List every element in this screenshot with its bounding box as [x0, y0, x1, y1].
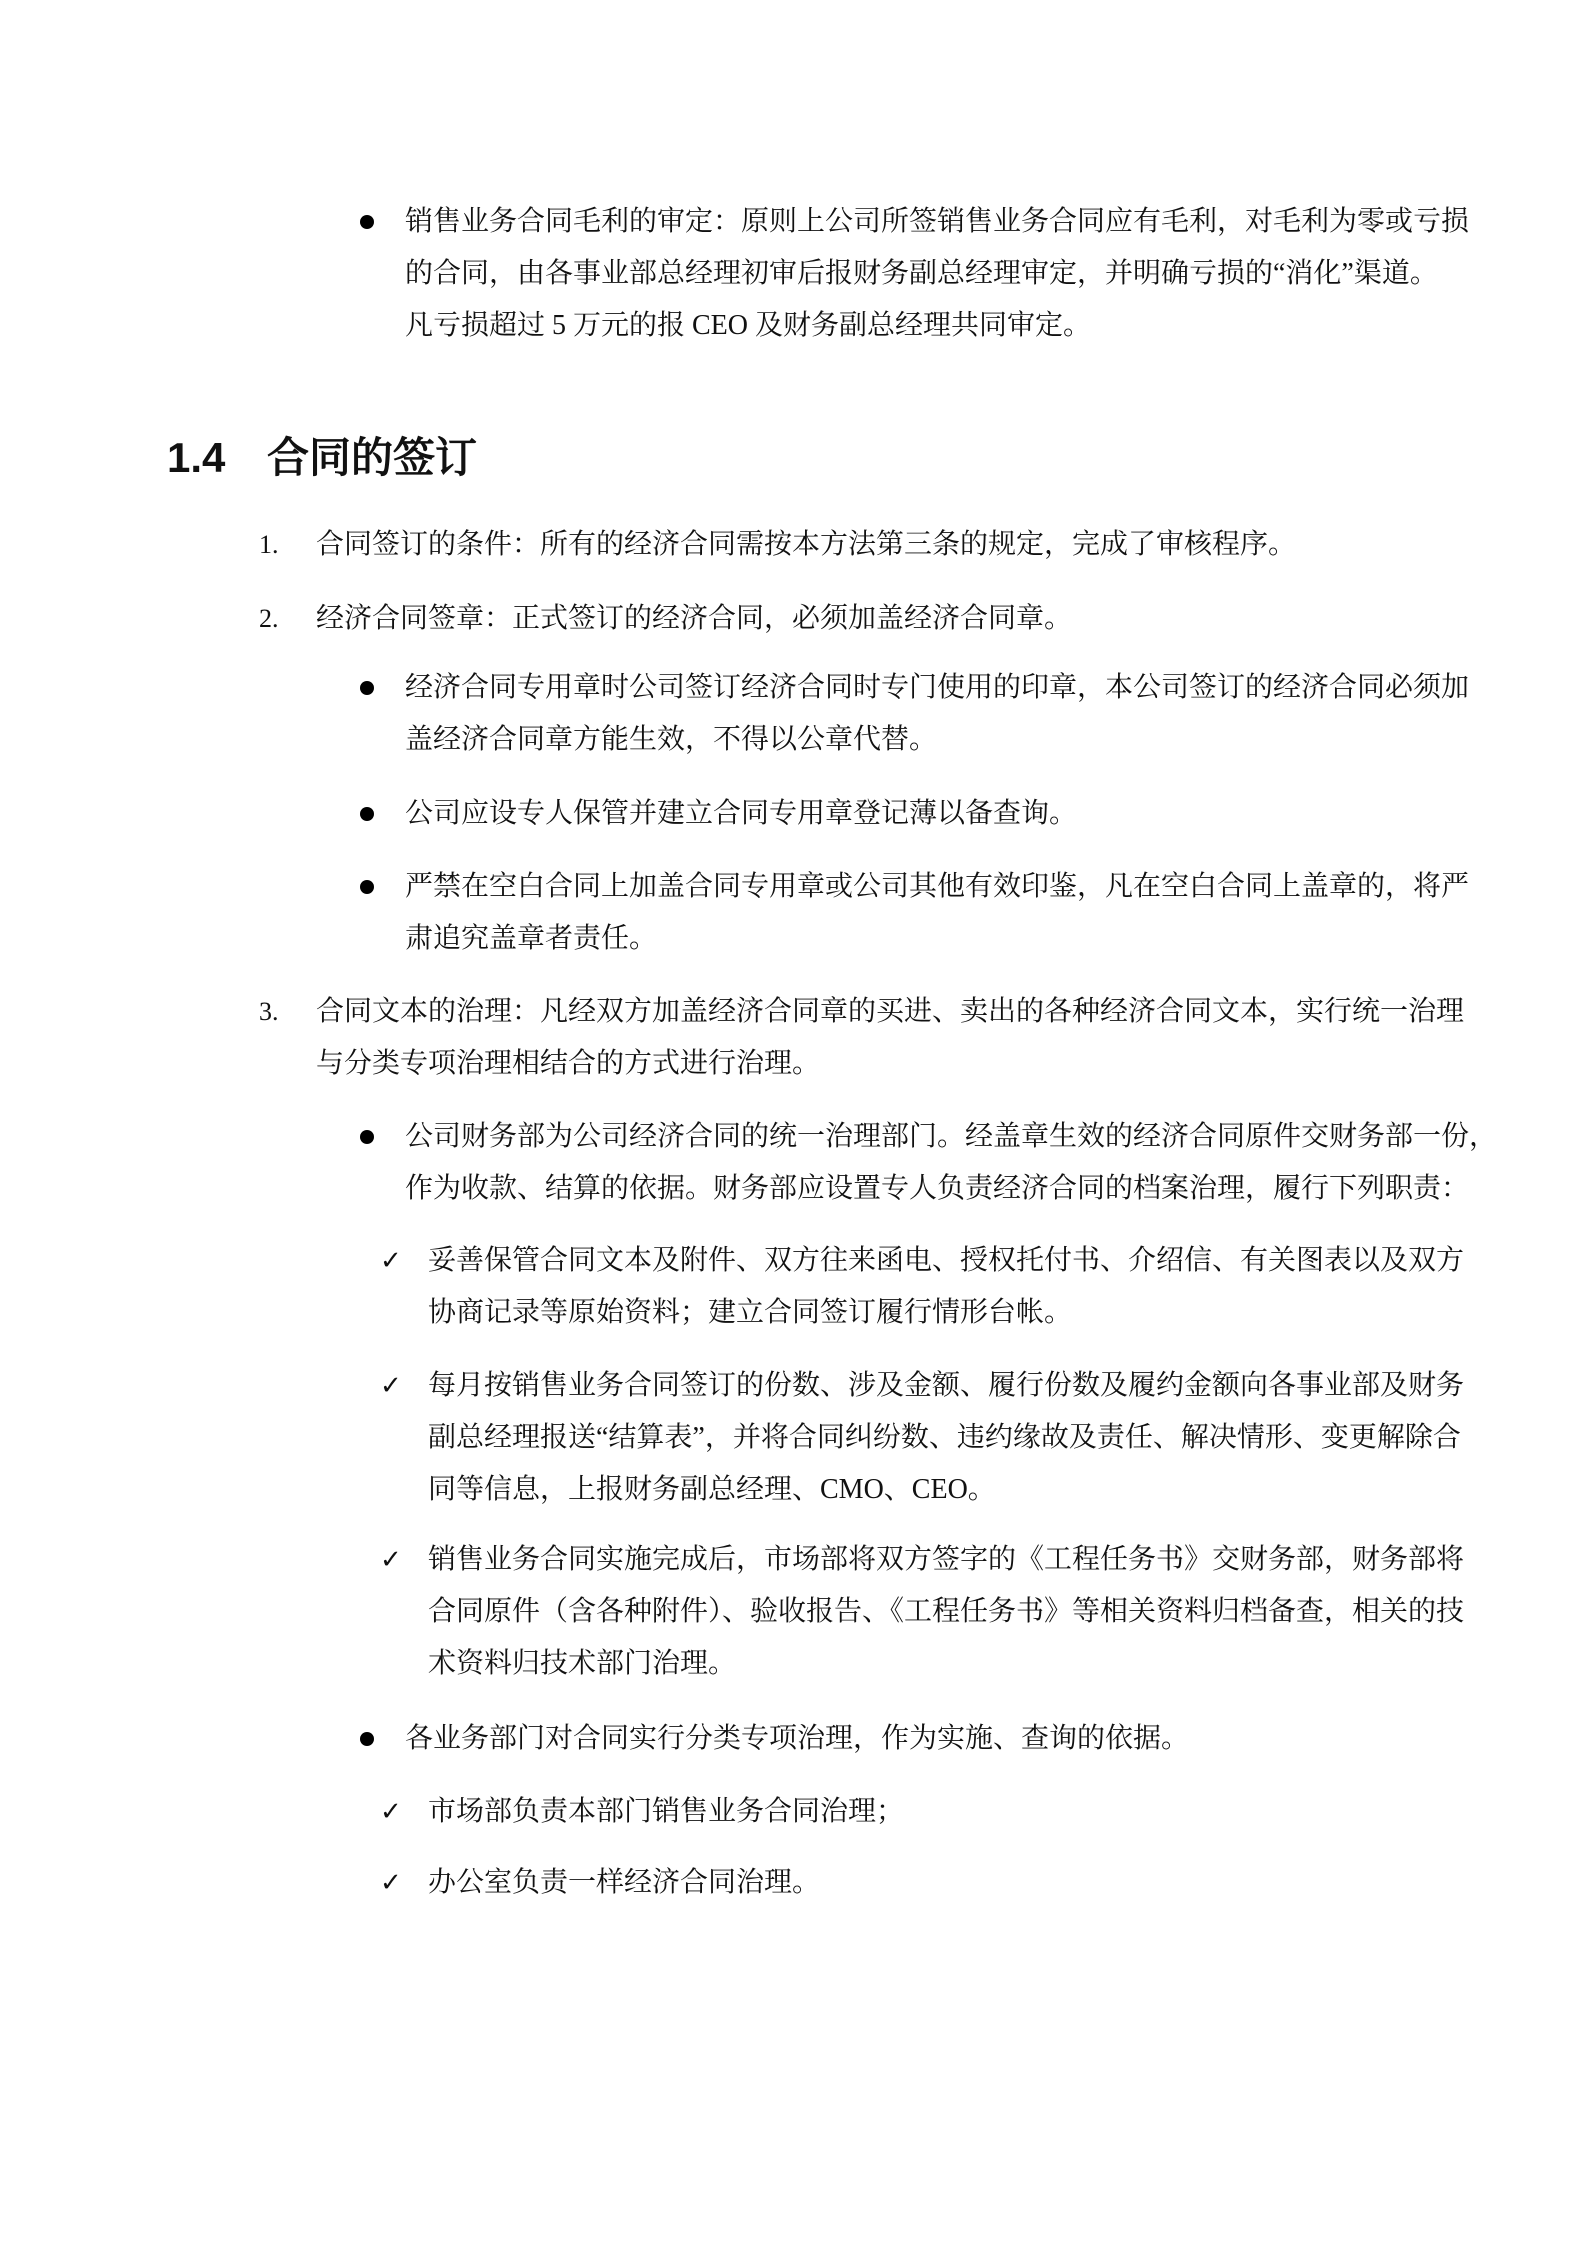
- bullet-icon: [360, 1732, 374, 1746]
- bullet-icon: [360, 681, 374, 695]
- text-line: 经济合同专用章时公司签订经济合同时专门使用的印章，本公司签订的经济合同必须加: [405, 672, 1470, 703]
- text-line: 销售业务合同毛利的审定：原则上公司所签销售业务合同应有毛利，对毛利为零或亏损: [405, 206, 1470, 237]
- text-line: 市场部负责本部门销售业务合同治理；: [428, 1796, 905, 1827]
- text-line: 合同原件（含各种附件）、验收报告、《工程任务书》等相关资料归档备查，相关的技: [428, 1596, 1465, 1627]
- text-line: 凡亏损超过 5 万元的报 CEO 及财务副总经理共同审定。: [405, 310, 1092, 341]
- list-item: [428, 1534, 1464, 1690]
- checkmark-icon: ✓: [380, 1545, 402, 1574]
- list-number: 1.: [259, 530, 279, 559]
- text-line: 妥善保管合同文本及附件、双方往来函电、授权托付书、介绍信、有关图表以及双方: [428, 1245, 1465, 1276]
- list-number: 2.: [259, 604, 279, 633]
- checkmark-icon: ✓: [380, 1371, 402, 1400]
- bullet-icon: [360, 215, 374, 229]
- list-item: [405, 861, 1469, 965]
- list-item: [316, 986, 1464, 1090]
- text-line: 销售业务合同实施完成后，市场部将双方签字的《工程任务书》交财务部，财务部将: [428, 1544, 1465, 1575]
- bullet-icon: [360, 1130, 374, 1144]
- text-line: 严禁在空白合同上加盖合同专用章或公司其他有效印鉴，凡在空白合同上盖章的，将严: [405, 871, 1470, 902]
- checkmark-icon: ✓: [380, 1797, 402, 1826]
- section-heading: [167, 430, 477, 486]
- text-line: 合同签订的条件：所有的经济合同需按本方法第三条的规定，完成了审核程序。: [316, 529, 1297, 560]
- text-line: 协商记录等原始资料；建立合同签订履行情形台帐。: [428, 1297, 1073, 1328]
- checkmark-icon: ✓: [380, 1246, 402, 1275]
- text-line: 盖经济合同章方能生效，不得以公章代替。: [405, 724, 938, 755]
- text-line: 各业务部门对合同实行分类专项治理，作为实施、查询的依据。: [405, 1723, 1190, 1754]
- list-item: [405, 1713, 1189, 1765]
- list-item: [428, 1786, 904, 1838]
- bullet-icon: [360, 880, 374, 894]
- text-line: 肃追究盖章者责任。: [405, 923, 658, 954]
- text-line: 公司应设专人保管并建立合同专用章登记薄以备查询。: [405, 798, 1078, 829]
- section-number: 1.4: [167, 434, 226, 481]
- text-line: 术资料归技术部门治理。: [428, 1648, 737, 1679]
- list-item: [428, 1857, 820, 1909]
- text-line: 经济合同签章：正式签订的经济合同，必须加盖经济合同章。: [316, 603, 1073, 634]
- list-number: 3.: [259, 997, 279, 1026]
- text-line: 办公室负责一样经济合同治理。: [428, 1867, 821, 1898]
- text-line: 合同文本的治理：凡经双方加盖经济合同章的买进、卖出的各种经济合同文本，实行统一治理: [316, 996, 1465, 1027]
- text-line: 副总经理报送“结算表”，并将合同纠纷数、违约缘故及责任、解决情形、变更解除合: [428, 1422, 1461, 1453]
- text-line: 作为收款、结算的依据。财务部应设置专人负责经济合同的档案治理，履行下列职责：: [405, 1173, 1470, 1204]
- list-item: [428, 1235, 1464, 1339]
- list-item: [316, 593, 1072, 645]
- section-title: 合同的签订: [267, 434, 478, 481]
- list-item: [405, 1111, 1497, 1215]
- text-line: 同等信息，上报财务副总经理、CMO、CEO。: [428, 1474, 996, 1505]
- text-line: 的合同，由各事业部总经理初审后报财务副总经理审定，并明确亏损的“消化”渠道。: [405, 258, 1438, 289]
- list-item: [405, 788, 1077, 840]
- list-item: [405, 196, 1469, 352]
- bullet-icon: [360, 807, 374, 821]
- text-line: 每月按销售业务合同签订的份数、涉及金额、履行份数及履约金额向各事业部及财务: [428, 1370, 1465, 1401]
- list-item: [405, 662, 1469, 766]
- checkmark-icon: ✓: [380, 1868, 402, 1897]
- list-item: [316, 519, 1296, 571]
- list-item: [428, 1360, 1464, 1516]
- text-line: 与分类专项治理相结合的方式进行治理。: [316, 1048, 821, 1079]
- text-line: 公司财务部为公司经济合同的统一治理部门。经盖章生效的经济合同原件交财务部一份，: [405, 1121, 1498, 1152]
